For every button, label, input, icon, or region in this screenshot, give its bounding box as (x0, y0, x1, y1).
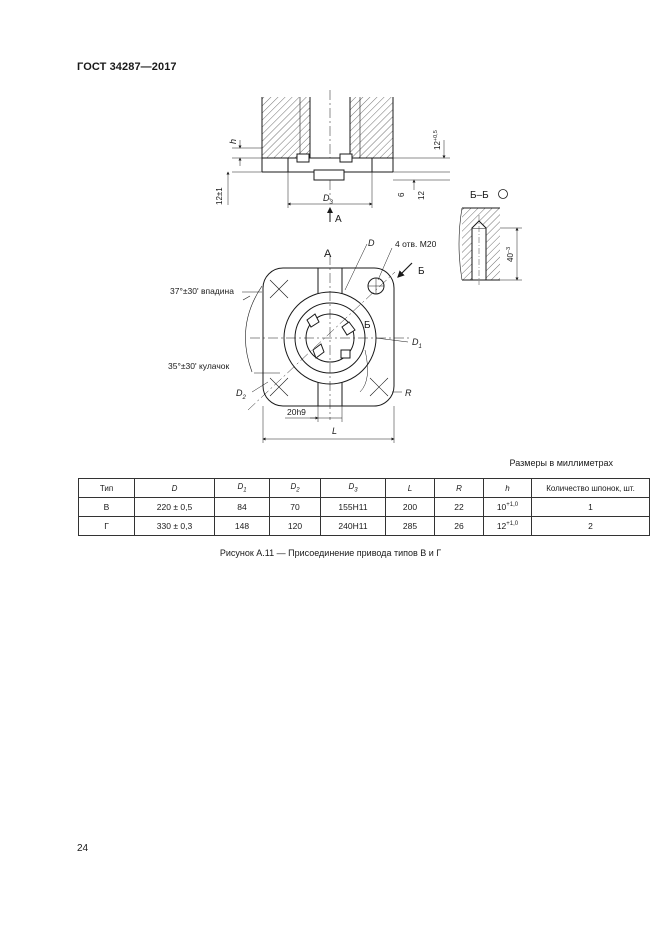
document-header: ГОСТ 34287—2017 (77, 61, 177, 73)
cell-keys: 2 (532, 517, 650, 536)
table-header-row (79, 479, 650, 498)
d3-label: $D_3$ (323, 193, 333, 206)
technical-drawing (0, 0, 661, 450)
col-header-type: Тип (79, 479, 135, 498)
cell-d: 330 ± 0,3 (135, 517, 215, 536)
page-number: 24 (77, 843, 89, 854)
r-label: R (405, 388, 412, 398)
cell-type: Г (79, 517, 135, 536)
cell-h: $12^{+1,0}$ (484, 517, 532, 536)
col-header-l: L (386, 479, 435, 498)
table-row (79, 517, 650, 536)
d-label: D (368, 238, 375, 248)
col-header-h: h (484, 479, 532, 498)
table-row (79, 498, 650, 517)
cell-r: 26 (435, 517, 484, 536)
plan-view (242, 244, 412, 443)
angle-cam-label: 35°±30' кулачок (168, 361, 230, 371)
dim-6: 6 (397, 192, 406, 197)
arrow-b-label: Б (364, 320, 371, 331)
arrow-b-top-label: Б (418, 266, 425, 277)
d2-label: $D_2$ (236, 388, 246, 401)
d1-label: $D_1$ (412, 337, 422, 350)
cell-d: 220 ± 0,5 (135, 498, 215, 517)
section-bb-view (459, 190, 522, 286)
dim-12pm1: 12±1 (215, 187, 224, 205)
col-header-d1: $D_1$ (215, 479, 270, 498)
cell-r: 22 (435, 498, 484, 517)
dim-40: $40^{-3}$ (506, 246, 515, 262)
dimensions-table (78, 478, 650, 536)
h-label: h (228, 138, 238, 144)
holes-label: 4 отв. М20 (395, 239, 437, 249)
width-20h9-label: 20h9 (287, 407, 306, 417)
cell-type: В (79, 498, 135, 517)
figure-caption: Рисунок А.11 — Присоединение привода типов В и Г (219, 548, 442, 558)
col-header-r: R (435, 479, 484, 498)
cell-d2: 120 (270, 517, 321, 536)
col-header-keys: Количество шпонок, шт. (532, 479, 650, 498)
units-note: Размеры в миллиметрах (509, 458, 613, 468)
cell-d3: 240H11 (321, 517, 386, 536)
cell-l: 285 (386, 517, 435, 536)
cell-keys: 1 (532, 498, 650, 517)
plan-view-a-label: А (324, 248, 332, 260)
dim-12-tol: $12^{+0,5}$ (433, 130, 442, 150)
cell-d1: 84 (215, 498, 270, 517)
dim-12: 12 (417, 191, 426, 200)
l-label: L (332, 426, 338, 436)
cell-d3: 155H11 (321, 498, 386, 517)
view-a-label: А (335, 214, 342, 225)
cell-d2: 70 (270, 498, 321, 517)
cell-h: $10^{+1,0}$ (484, 498, 532, 517)
col-header-d: D (135, 479, 215, 498)
angle-recess-label: 37°±30' впадина (170, 286, 234, 296)
col-header-d3: $D_3$ (321, 479, 386, 498)
section-bb-title: Б–Б (470, 190, 489, 201)
cell-l: 200 (386, 498, 435, 517)
top-section-view (228, 90, 450, 222)
cell-d1: 148 (215, 517, 270, 536)
col-header-d2: $D_2$ (270, 479, 321, 498)
